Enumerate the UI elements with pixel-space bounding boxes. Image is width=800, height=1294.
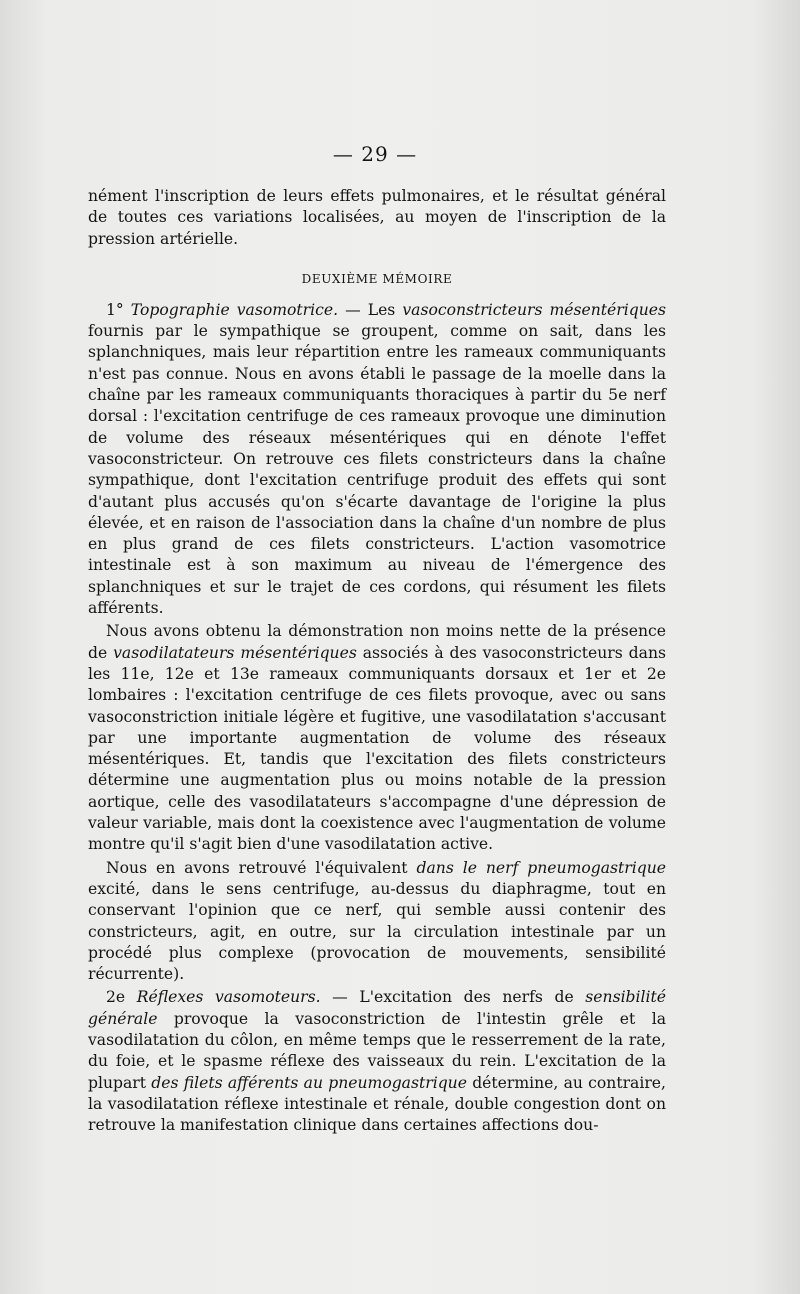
section-heading: Réflexes vasomoteurs. [136, 988, 321, 1007]
term-vasoconstricteurs: vasoconstricteurs mésentériques [402, 300, 666, 319]
paragraph-body: associés à des vasoconstricteurs dans les 11e, 12e et 13e rameaux communiquants dorsaux et 1er et 2e lombaires : l'excitation centrifuge de ces filets provoque, avec ou sans vasoconstriction initiale légère et fugitive, une vasodilatation s'accusant par une importante augmentation de volume des réseaux mésentériques. Et, tandis que l'excitation des filets constricteurs détermine une augmentation plus ou moins notable de la pression aortique, celle des vasodilatateurs s'accompagne d'une dépression de valeur variable, mais dont la coexistence avec l'augmentation de volume montre qu'il s'agit bien d'une vasodilatation active. [88, 643, 666, 854]
heading-dash: — L'excitation des nerfs de [320, 988, 586, 1007]
section-title: DEUXIÈME MÉMOIRE [301, 271, 453, 286]
paragraph-topographie [88, 300, 666, 619]
heading-dash: — Les [338, 300, 403, 319]
section-heading: Topographie vasomotrice. [130, 300, 339, 319]
paragraph-pneumogastrique [88, 858, 666, 986]
paragraph-body: provoque la vasoconstriction de l'intestin grêle et la vasodilatation du côlon, en même temps que le resserrement de la rate, du foie, et le spasme réflexe des vaisseaux du rein. L'excitation de la plupart [88, 1009, 666, 1092]
intro-paragraph: nément l'inscription de leurs effets pulmonaires, et le résultat général de toutes ces variations localisées, au moyen de l'inscription de la pression artérielle. [88, 187, 666, 248]
term-sensibilite: sensibilité générale [88, 988, 666, 1028]
paragraph-body-end: détermine, au contraire, la vasodilatation réflexe intestinale et rénale, double congestion dont on retrouve la manifestation clinique dans certaines affections dou- [88, 1073, 666, 1135]
paragraph-start: Nous en avons retrouvé l'équivalent [106, 858, 417, 877]
page-number: — 29 — [332, 142, 418, 166]
paragraph-start: Nous avons obtenu la démonstration non moins nette de la présence de [88, 622, 666, 662]
term-pneumogastrique: dans le nerf pneumogastrique [416, 858, 666, 877]
term-filets-afferents: des filets afférents au pneumogastrique [151, 1073, 467, 1092]
term-vasodilatateurs: vasodilatateurs mésentériques [113, 643, 357, 662]
body-text [88, 186, 666, 1136]
paragraph-body: fournis par le sympathique se groupent, comme on sait, dans les splanchniques, mais leur répartition entre les rameaux communiquants n'est pas connue. Nous en avons établi le passage de la moelle dans la chaîne par les rameaux communiquants thoraciques à partir du 5e nerf dorsal : l'excitation centrifuge de ces rameaux provoque une diminution de volume des réseaux mésentériques qui en dénote l'effet vasoconstricteur. On retrouve ces filets constricteurs dans la chaîne sympathique, dont l'excitation centrifuge produit des effets qui sont d'autant plus accusés qu'on s'écarte davantage de l'origine la plus élevée, et en raison de l'association dans la chaîne d'un nombre de plus en plus grand de ces filets constricteurs. L'action vasomotrice intestinale est à son maximum au niveau de l'émergence des splanchniques et sur le trajet de ces cordons, qui résument les filets afférents. [88, 322, 666, 618]
paragraph-body: excité, dans le sens centrifuge, au-dessus du diaphragme, tout en conservant l'opinion que ce nerf, qui semble aussi contenir des constricteurs, agit, en outre, sur la circulation intestinale par un procédé plus complexe (provocation de mouvements, sensibilité récurrente). [88, 879, 666, 984]
section-number: 1° [106, 300, 131, 319]
paragraph-reflexes [88, 987, 666, 1136]
section-number: 2e [106, 988, 137, 1007]
paragraph-vasodilatateurs [88, 621, 666, 855]
